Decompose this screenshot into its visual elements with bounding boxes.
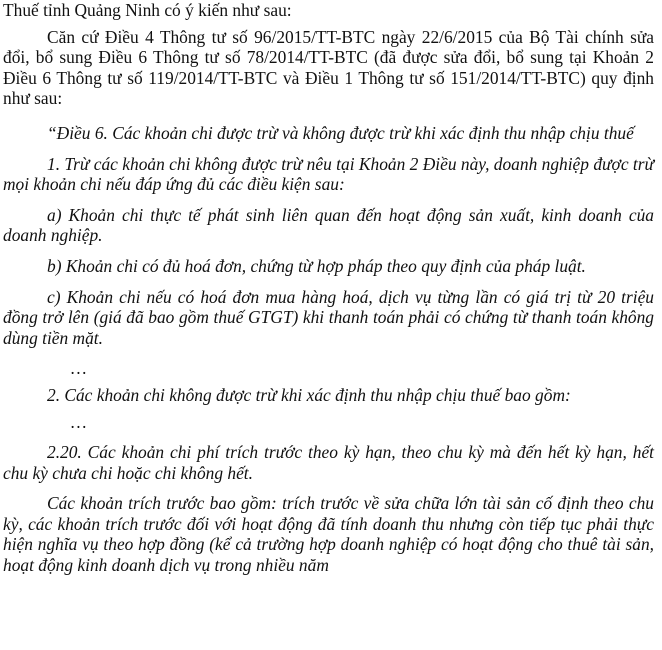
item-a: a) Khoản chi thực tế phát sinh liên quan đến hoạt động sản xuất, kinh doanh của doanh nghiệp. <box>3 204 654 246</box>
clause-1: 1. Trừ các khoản chi không được trừ nêu tại Khoản 2 Điều này, doanh nghiệp được trừ mọi khoản chi nếu đáp ứng đủ các điều kiện sau: <box>3 153 654 195</box>
ellipsis-1: … <box>71 358 87 379</box>
accrual-paragraph: Các khoản trích trước bao gồm: trích trước về sửa chữa lớn tài sản cố định theo chu kỳ, các khoản trích trước đối với hoạt động đã tính doanh thu nhưng còn tiếp tục phải thực hiện nghĩa vụ theo hợp đồng (kể cả trường hợp doanh nghiệp có hoạt động cho thuê tài sản, hoạt động kinh doanh dịch vụ trong nhiều năm <box>3 493 654 576</box>
point-2-20: 2.20. Các khoản chi phí trích trước theo kỳ hạn, theo chu kỳ mà đến hết kỳ hạn, hết chu kỳ chưa chi hoặc chi không hết. <box>3 442 654 483</box>
item-c: c) Khoản chi nếu có hoá đơn mua hàng hoá, dịch vụ từng lần có giá trị từ 20 triệu đồng trở lên (giá đã bao gồm thuế GTGT) khi thanh toán phải có chứng từ thanh toán không dùng tiền mặt. <box>3 286 654 348</box>
intro-paragraph: Thuế tỉnh Quảng Ninh có ý kiến như sau: <box>3 0 292 20</box>
clause-2: 2. Các khoản chi không được trừ khi xác định thu nhập chịu thuế bao gồm: <box>47 384 571 405</box>
legal-basis-paragraph: Căn cứ Điều 4 Thông tư số 96/2015/TT-BTC ngày 22/6/2015 của Bộ Tài chính sửa đổi, bổ sung Điều 6 Thông tư số 78/2014/TT-BTC (đã được sửa đổi, bổ sung tại Khoản 2 Điều 6 Thông tư số 119/2014/TT-BTC và Điều 1 Thông tư số 151/2014/TT-BTC) quy định như sau: <box>3 26 654 109</box>
article-title: “Điều 6. Các khoản chi được trừ và không được trừ khi xác định thu nhập chịu thuế <box>47 122 634 143</box>
ellipsis-2: … <box>71 411 87 432</box>
item-b: b) Khoản chi có đủ hoá đơn, chứng từ hợp pháp theo quy định của pháp luật. <box>47 255 586 276</box>
